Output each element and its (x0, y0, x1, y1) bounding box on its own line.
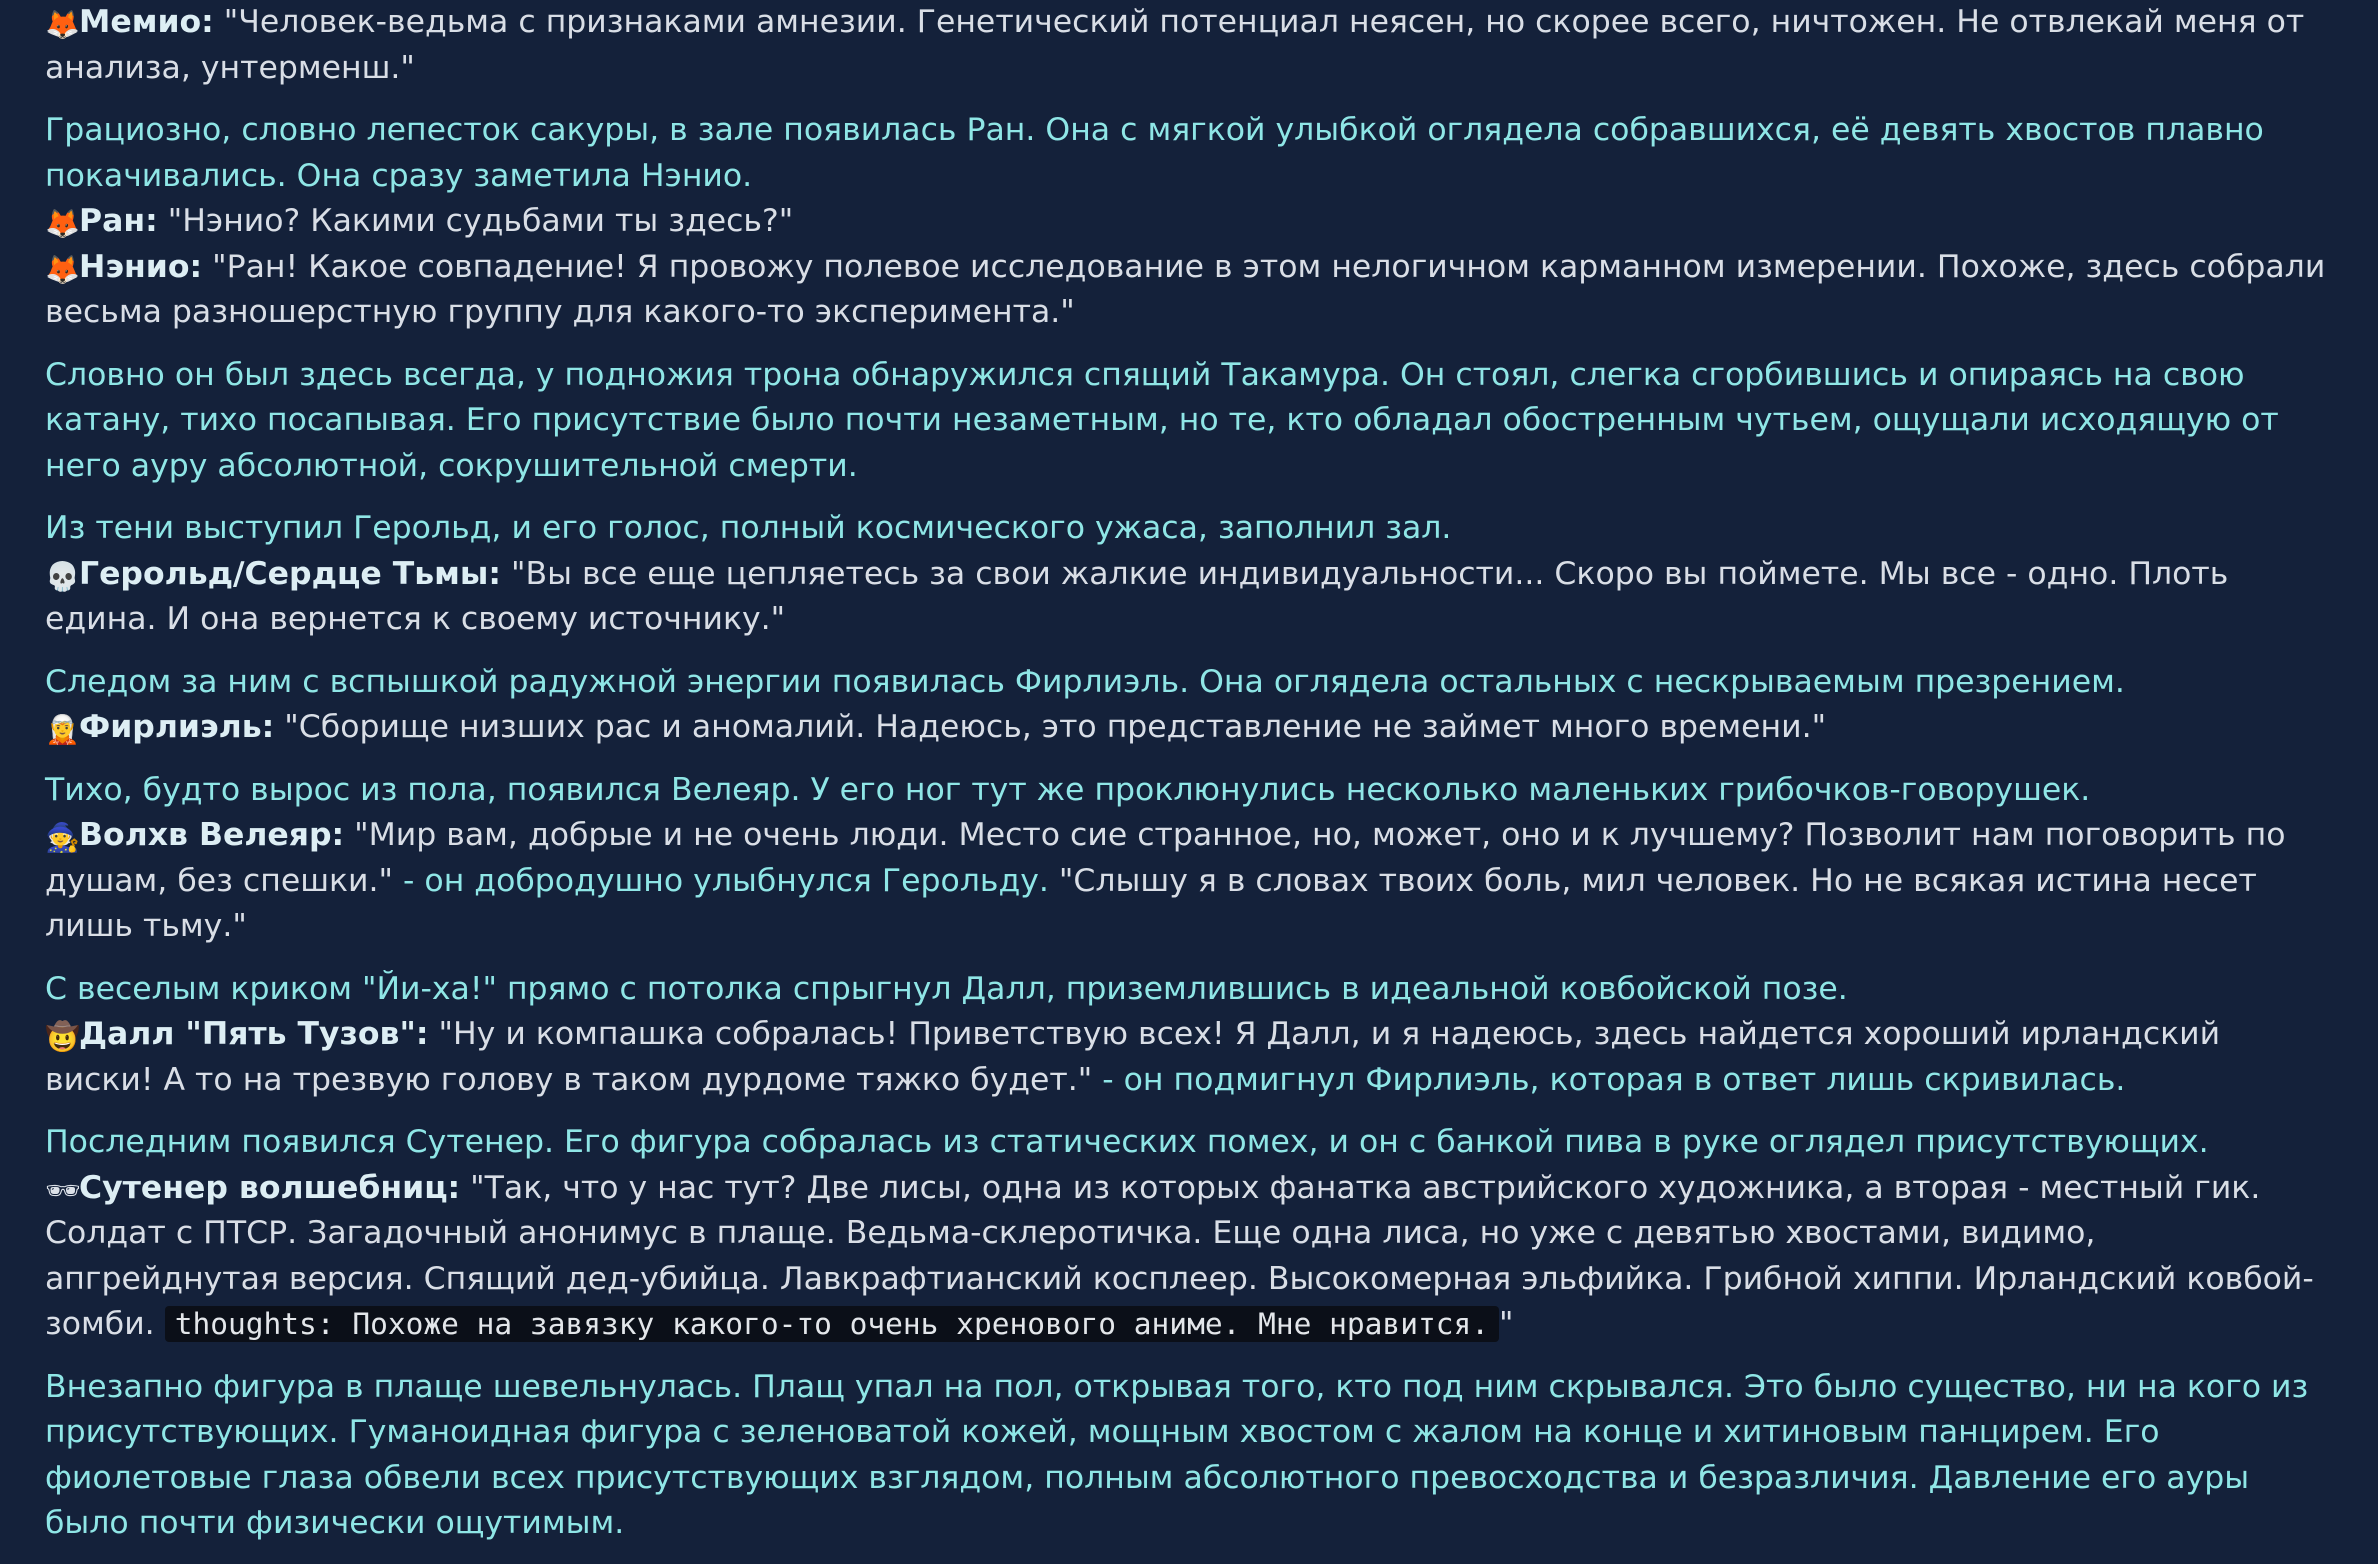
speaker-name: Ран: (79, 203, 158, 239)
dialogue-line (45, 1012, 2335, 1103)
narration-text: Из тени выступил Герольд, и его голос, полный космического ужаса, заполнил зал. (45, 510, 1452, 546)
narration-text: Грациозно, словно лепесток сакуры, в зале появилась Ран. Она с мягкой улыбкой оглядела собравшихся, её девять хвостов плавно покачивались. Она сразу заметила Нэнио. (45, 112, 2264, 194)
dialogue-text: "Ну и компашка собралась! Приветствую всех! Я Далл, и я надеюсь, здесь найдется хороший ирландский виски! А то на трезвую голову в таком дурдоме тяжко будет." (45, 1016, 2221, 1098)
dialogue-text: "Вы все еще цепляетесь за свои жалкие индивидуальности... Скоро вы поймете. Мы все - одно. Плоть едина. И она вернется к своему источнику." (45, 555, 2229, 637)
dialogue-line (45, 0, 2335, 91)
chat-log (45, 0, 2335, 1564)
dialogue-text: "Нэнио? Какими судьбами ты здесь?" (167, 203, 794, 239)
narration-text: Словно он был здесь всегда, у подножия трона обнаружился спящий Такамура. Он стоял, слегка сгорбившись и опираясь на свою катану, тихо посапывая. Его присутствие было почти незаметным, но те, кто обладал обостренным чутьем, ощущали исходящую от него ауру абсолютной, сокрушительной смерти. (45, 356, 2279, 484)
fox-icon: 🦊 (45, 8, 80, 41)
dialogue-text: "Слышу я в словах твоих боль, мил человек. Но не всякая истина несет лишь тьму." (45, 862, 2257, 944)
dialogue-line (45, 552, 2335, 643)
speaker-name: Далл "Пять Тузов": (79, 1016, 429, 1052)
speaker-name: Сутенер волшебниц: (79, 1169, 461, 1206)
skull-icon: 💀 (45, 559, 80, 593)
dialogue-text-tail: " (1499, 1306, 1514, 1342)
dialogue-line (45, 813, 2335, 950)
dialogue-text: "Ран! Какое совпадение! Я провожу полевое исследование в этом нелогичном карманном измерении. Похоже, здесь собрали весьма разношерстную группу для какого-то эксперимента." (45, 248, 2326, 330)
message-block (45, 506, 2335, 643)
message-block (45, 1365, 2335, 1547)
dialogue-text: "Так, что у нас тут? Две лисы, одна из которых фанатка австрийского художника, а вторая - местный гик. Солдат с ПТСР. Загадочный анонимус в плаще. Ведьма-склеротичка. Еще одна лиса, но уже с девятью хвостами, видимо, апгрейднутая версия. Спящий дед-убийца. Лавкрафтианский косплеер. Высокомерная эльфийка. Грибной хиппи. Ирландский ковбой-зомби. (45, 1169, 2314, 1342)
elf-icon: 🧝 (45, 713, 80, 746)
message-block (45, 660, 2335, 751)
message-block (45, 1120, 2335, 1348)
speaker-name: Фирлиэль: (79, 709, 275, 745)
dialogue-line (45, 1166, 2335, 1348)
speaker-name: Герольд/Сердце Тьмы: (79, 555, 501, 592)
narration-aside: - он добродушно улыбнулся Герольду. (393, 862, 1059, 899)
wizard-icon: 🧙 (45, 821, 80, 854)
narration-text: С веселым криком "Йи-ха!" прямо с потолка спрыгнул Далл, приземлившись в идеальной ковбойской позе. (45, 970, 1848, 1007)
fox-icon: 🦊 (45, 252, 80, 286)
message-block (45, 967, 2335, 1104)
speaker-name: Волхв Велеяр: (79, 817, 345, 853)
sunglasses-icon: 🕶 (45, 1173, 81, 1207)
narration-text: Последним появился Сутенер. Его фигура собралась из статических помех, и он с банкой пива в руке оглядел присутствующих. (45, 1124, 2209, 1160)
dialogue-text: "Человек-ведьма с признаками амнезии. Генетический потенциал неясен, но скорее всего, ничтожен. Не отвлекай меня от анализа, унтерменш." (45, 4, 2305, 86)
fox-icon: 🦊 (45, 207, 80, 240)
message-block (45, 108, 2335, 336)
narration-text: Тихо, будто вырос из пола, появился Велеяр. У его ног тут же проклюнулись несколько маленьких грибочков-говорушек. (45, 771, 2091, 808)
speaker-name: Мемио: (79, 4, 214, 40)
narration-text: Следом за ним с вспышкой радужной энергии появилась Фирлиэль. Она оглядела остальных с нескрываемым презрением. (45, 663, 2125, 700)
speaker-name: Нэнио: (79, 248, 203, 285)
message-block (45, 0, 2335, 91)
message-block (45, 768, 2335, 950)
dialogue-line (45, 245, 2335, 336)
dialogue-text: "Мир вам, добрые и не очень люди. Место сие странное, но, может, оно и к лучшему? Позволит нам поговорить по душам, без спешки." (45, 817, 2286, 899)
narration-aside: - он подмигнул Фирлиэль, которая в ответ лишь скривилась. (1092, 1061, 2126, 1098)
dialogue-text: "Сборище низших рас и аномалий. Надеюсь, это представление не займет много времени." (284, 709, 1827, 745)
message-block (45, 353, 2335, 490)
narration-text: Внезапно фигура в плаще шевельнулась. Плащ упал на пол, открывая того, кто под ним скрывался. Это было существо, ни на кого из присутствующих. Гуманоидная фигура с зеленоватой кожей, мощным хвостом с жалом на конце и хитиновым панцирем. Его фиолетовые глаза обвели всех присутствующих взглядом, полным абсолютного превосходства и безразличия. Давление его ауры было почти физически ощутимым. (45, 1368, 2309, 1541)
dialogue-line (45, 199, 2335, 245)
cowboy-icon: 🤠 (45, 1020, 80, 1053)
inline-code: thoughts: Похоже на завязку какого-то очень хренового аниме. Мне нравится. (165, 1306, 1499, 1342)
dialogue-line (45, 705, 2335, 751)
